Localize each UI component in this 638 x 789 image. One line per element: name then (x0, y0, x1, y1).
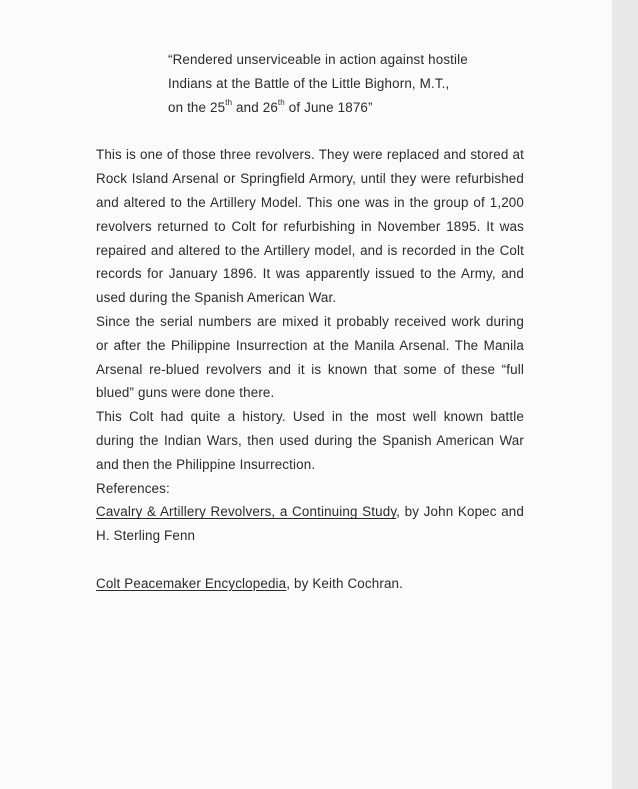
quote-line-2: Indians at the Battle of the Little Bighorn, M.T., (168, 75, 450, 91)
reference-1-title: Cavalry & Artillery Revolvers, a Continuing Study (96, 504, 397, 520)
reference-2 (96, 572, 524, 596)
document-body (96, 48, 524, 596)
reference-1 (96, 500, 524, 548)
quote-line-3 (168, 96, 524, 120)
quote-ordinal-1: th (225, 98, 233, 108)
quote-ordinal-2: th (277, 98, 285, 108)
scan-background-strip (612, 0, 638, 789)
serial-numbers-paragraph: Since the serial numbers are mixed it probably received work during or after the Philippine Insurrection at the Manila Arsenal. The Manila Arsenal re-blued revolvers and it is known that some of these “full blued” guns were done there. (96, 313, 524, 401)
quote-line-3-end: of June 1876” (284, 99, 373, 115)
history-paragraph: This is one of those three revolvers. They were replaced and stored at Rock Island Arsenal or Springfield Armory, until they were refurbished and altered to the Artillery Model. This one was in the group of 1,200 revolvers returned to Colt for refurbishing in November 1895. It was repaired and altered to the Artillery model, and is recorded in the Colt records for January 1896. It was apparently issued to the Army, and used during the Spanish American War. (96, 147, 524, 306)
reference-2-author: , by Keith Cochran. (286, 575, 404, 591)
reference-2-title: Colt Peacemaker Encyclopedia (96, 575, 287, 591)
summary-paragraph: This Colt had quite a history. Used in the most well known battle during the Indian Wars, then used during the Spanish American War and then the Philippine Insurrection. (96, 409, 524, 472)
quote-line-3-middle: and 26 (232, 99, 278, 115)
reference-1-authors: , by John Kopec and H. Sterling Fenn (96, 504, 524, 544)
quote-line-3-start: on the 25 (168, 99, 226, 115)
references-heading: References: (96, 480, 170, 496)
quote-line-1: “Rendered unserviceable in action against hostile (168, 52, 468, 67)
opening-quote (168, 48, 524, 119)
